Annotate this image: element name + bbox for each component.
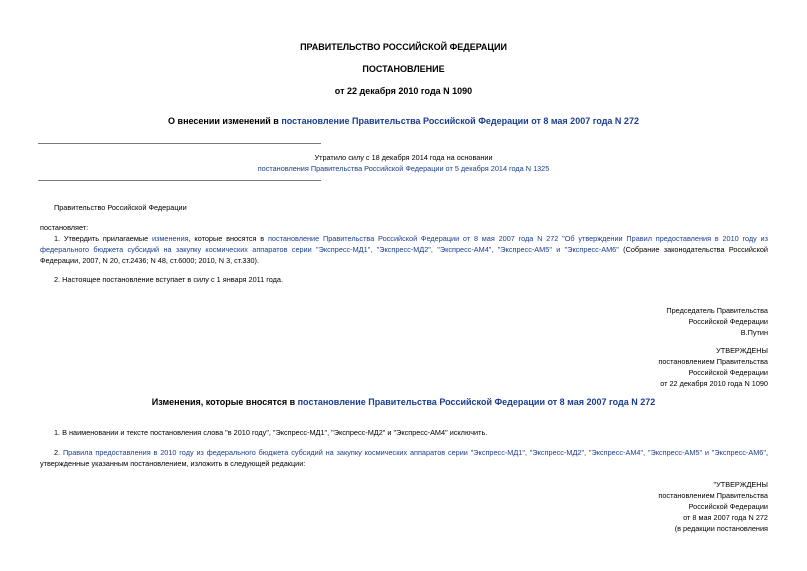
document-title-text: О внесении изменений в xyxy=(168,116,282,126)
signature-name: В.Путин xyxy=(740,328,768,337)
expired-notice-text: Утратило силу с 18 декабря 2014 года на основании xyxy=(314,153,493,162)
signature-position: Председатель Правительства xyxy=(666,306,768,315)
approved-heading: УТВЕРЖДЕНЫ xyxy=(716,346,768,355)
approved2-line-5: (в редакции постановления xyxy=(674,524,768,533)
approved2-heading: "УТВЕРЖДЕНЫ xyxy=(713,480,768,489)
title-link-resolution-272[interactable]: постановление Правительства Российской Федерации от 8 мая 2007 года N 272 xyxy=(281,116,639,126)
change-item-2-num: 2. xyxy=(54,448,63,457)
approved-line-3: Российской Федерации xyxy=(688,368,768,377)
changes-title-link[interactable]: постановление Правительства Российской Федерации от 8 мая 2007 года N 272 xyxy=(297,397,656,407)
signature-position-2: Российской Федерации xyxy=(688,317,768,326)
paragraph-1-middle: , которые вносятся в xyxy=(188,234,268,243)
approved2-line-4: от 8 мая 2007 года N 272 xyxy=(683,513,768,522)
divider-top xyxy=(38,143,321,144)
issuer-text: Правительство Российской Федерации xyxy=(54,203,187,212)
link-rules[interactable]: Правила предоставления в 2010 году из федерального бюджета субсидий на закупку космических аппаратов серии "Экспресс-МД1", "Экспресс-МД2", "Экспресс-АМ4", "Экспресс-АМ5" и "Экспресс-АМ6" xyxy=(62,448,766,457)
expired-notice-link[interactable]: постановления Правительства Российской Федерации от 5 декабря 2014 года N 1325 xyxy=(257,164,550,173)
change-item-2-rest: , утвержденные указанным постановлением, изложить в следующей редакции: xyxy=(40,448,768,468)
header-date: от 22 декабря 2010 года N 1090 xyxy=(334,86,473,96)
paragraph-1-end: (Собрание законодательства Российской Федерации, 2007, N 20, ст.2436; N 48, ст.6000; 2010, N 3, ст.330). xyxy=(40,245,768,265)
paragraph-1 xyxy=(40,233,768,266)
approved-line-2: постановлением Правительства xyxy=(658,357,768,366)
decides-text: постановляет: xyxy=(40,223,89,232)
approved2-line-3: Российской Федерации xyxy=(688,502,768,511)
changes-title xyxy=(0,396,807,408)
link-resolution-272-full[interactable]: постановление Правительства Российской Федерации от 8 мая 2007 года N 272 "Об утверждении Правил предоставления в 2010 году из федерального бюджета субсидий на закупку космических аппаратов серии "Экспресс-МД1", "Экспресс-МД2", "Экспресс-АМ4", "Экспресс-АМ5" и "Экспресс-АМ6" xyxy=(40,234,768,254)
header-government: ПРАВИТЕЛЬСТВО РОССИЙСКОЙ ФЕДЕРАЦИИ xyxy=(300,42,507,52)
link-changes[interactable]: изменения xyxy=(151,234,189,243)
approved-line-4: от 22 декабря 2010 года N 1090 xyxy=(660,379,768,388)
document-title xyxy=(0,115,807,127)
approved2-line-2: постановлением Правительства xyxy=(658,491,768,500)
change-item-1: 1. В наименовании и тексте постановления слова "в 2010 году", "Экспресс-МД1", "Экспресс-МД2" и "Экспресс-АМ4" исключить. xyxy=(54,428,488,437)
paragraph-2: 2. Настоящее постановление вступает в силу с 1 января 2011 года. xyxy=(54,275,283,284)
change-item-2 xyxy=(40,447,768,469)
changes-title-text: Изменения, которые вносятся в xyxy=(151,397,298,407)
divider-bottom xyxy=(38,180,321,181)
paragraph-1-start: 1. Утвердить прилагаемые xyxy=(54,234,152,243)
header-document-type: ПОСТАНОВЛЕНИЕ xyxy=(362,64,445,74)
